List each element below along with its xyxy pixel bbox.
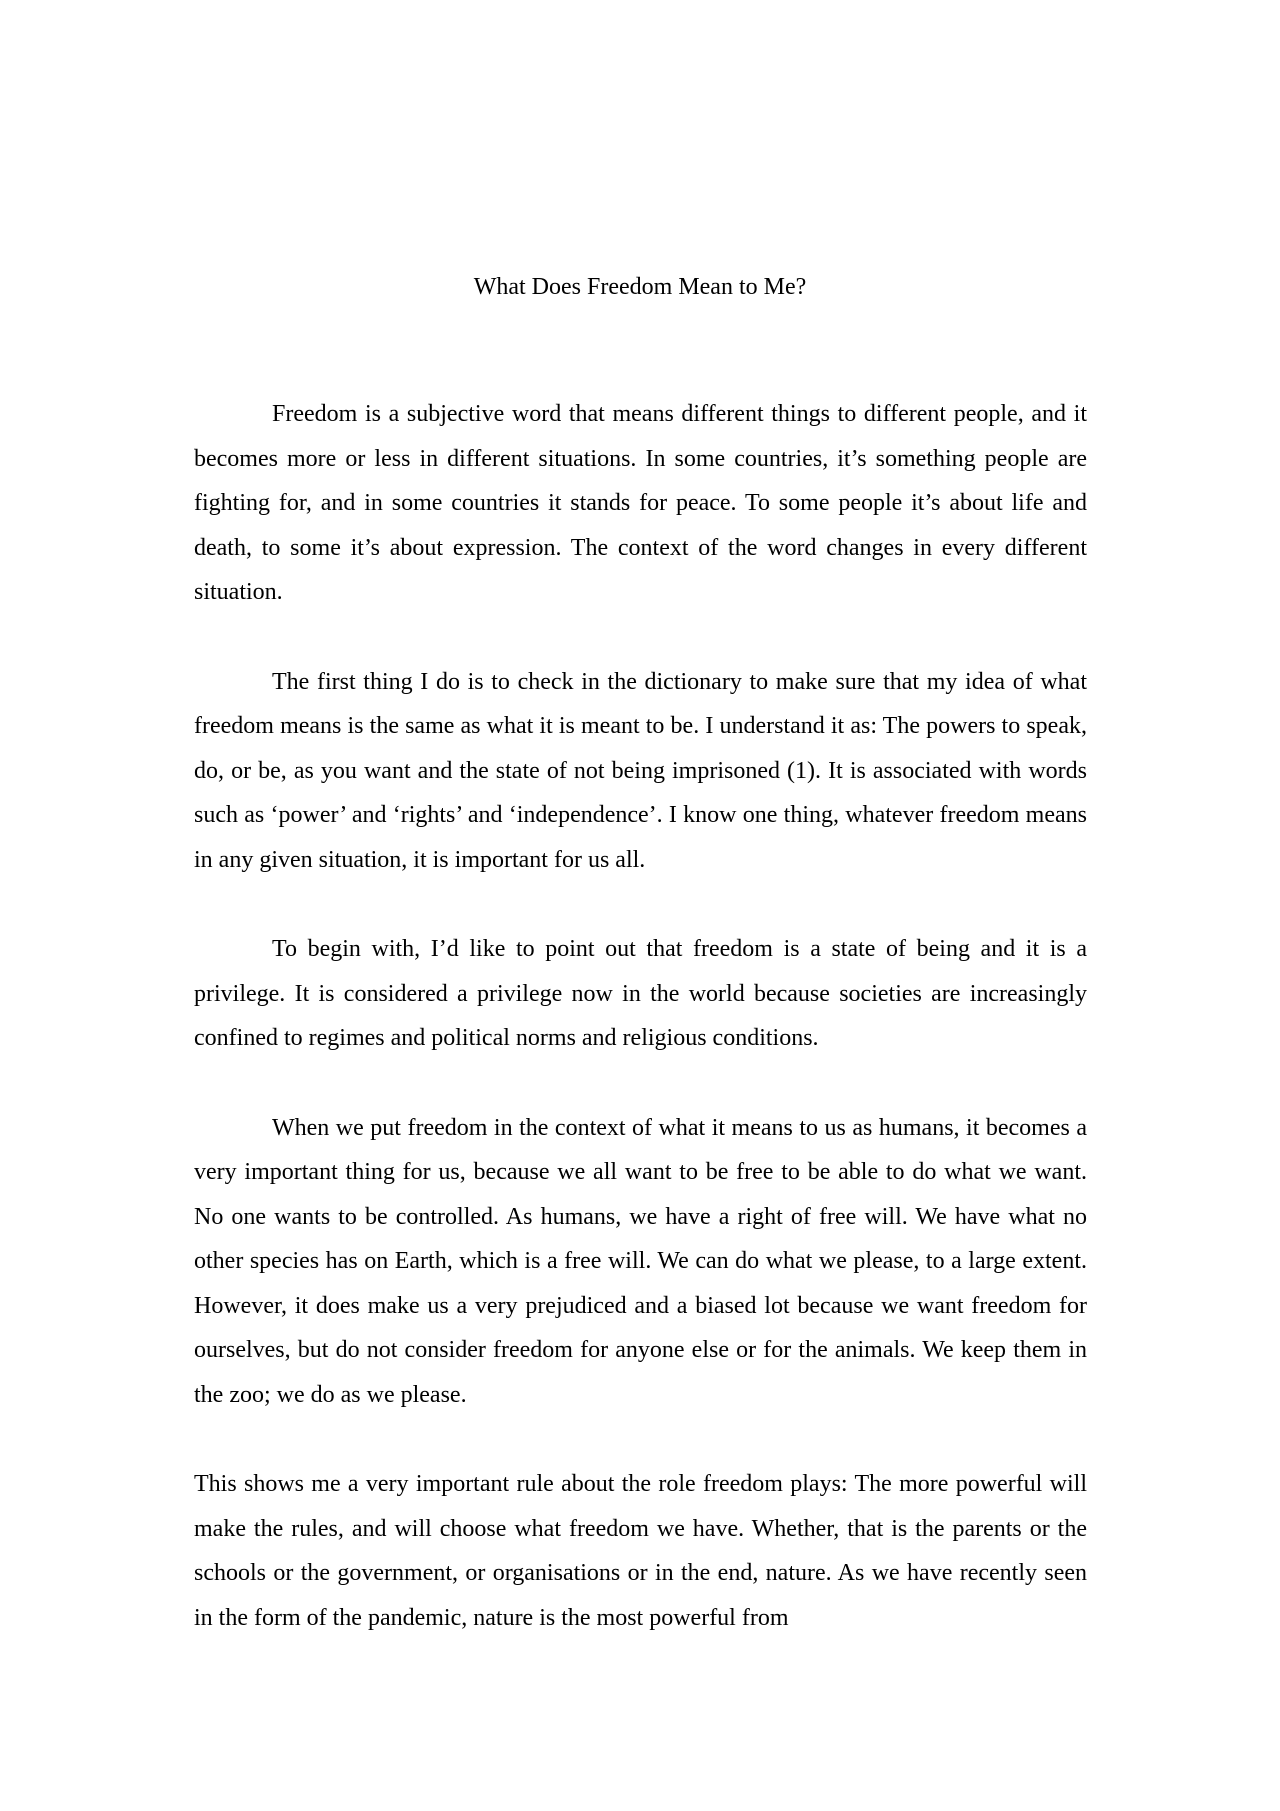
paragraph-5: This shows me a very important rule about the role freedom plays: The more powerful will make the rules, and will choose what freedom we have. Whether, that is the parents or the schools or the government, or organisations or in the end, nature. As we have recently seen in the form of the pandemic, nature is the most powerful from bbox=[194, 1471, 1087, 1632]
page-title: What Does Freedom Mean to Me? bbox=[473, 274, 807, 300]
paragraph-3: To begin with, I’d like to point out that freedom is a state of being and it is a privilege. It is considered a privilege now in the world because societies are increasingly confined to regimes and political norms and religious conditions. bbox=[194, 936, 1087, 1052]
document-body bbox=[194, 392, 1087, 1685]
paragraph-1: Freedom is a subjective word that means different things to different people, and it becomes more or less in different situations. In some countries, it’s something people are fighting for, and in some countries it stands for peace. To some people it’s about life and death, to some it’s about expression. The context of the word changes in every different situation. bbox=[194, 401, 1087, 606]
paragraph-2: The first thing I do is to check in the dictionary to make sure that my idea of what freedom means is the same as what it is meant to be. I understand it as: The powers to speak, do, or be, as you want and the state of not being imprisoned (1). It is associated with words such as ‘power’ and ‘rights’ and ‘independence’. I know one thing, whatever freedom means in any given situation, it is important for us all. bbox=[194, 668, 1087, 873]
paragraph-4: When we put freedom in the context of what it means to us as humans, it becomes a very important thing for us, because we all want to be free to be able to do what we want. No one wants to be controlled. As humans, we have a right of free will. We have what no other species has on Earth, which is a free will. We can do what we please, to a large extent. However, it does make us a very prejudiced and a biased lot because we want freedom for ourselves, but do not consider freedom for anyone else or for the animals. We keep them in the zoo; we do as we please. bbox=[194, 1114, 1087, 1409]
